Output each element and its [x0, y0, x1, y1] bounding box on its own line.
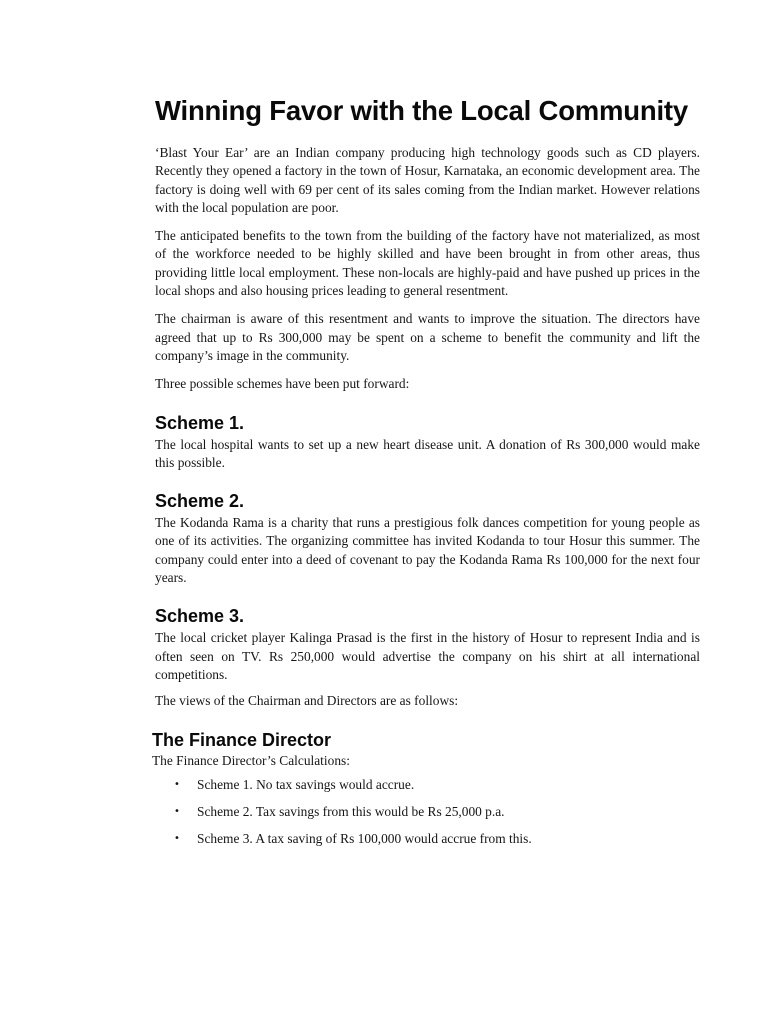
- calculations-intro: The Finance Director’s Calculations:: [152, 752, 350, 768]
- bullet-icon: •: [174, 806, 180, 818]
- scheme-description: The local cricket player Kalinga Prasad is the first in the history of Hosur to represent India and is often seen on TV. Rs 250,000 would advertise the company on his shirt at all international competitions.: [155, 630, 700, 682]
- scheme-heading: Scheme 1.: [155, 412, 245, 433]
- finance-director-heading: The Finance Director: [152, 729, 332, 750]
- list-item-text: Scheme 2. Tax savings from this would be Rs 25,000 p.a.: [197, 804, 505, 820]
- scheme-description: The local hospital wants to set up a new heart disease unit. A donation of Rs 300,000 would make this possible.: [155, 436, 700, 470]
- scheme-section-3: [155, 605, 700, 684]
- list-item: [155, 830, 700, 848]
- list-item: [155, 803, 700, 821]
- intro-paragraph-benefits: The anticipated benefits to the town from the building of the factory have not materialized, as most of the workforce needed to be highly skilled and have been brought in from other areas, thus providing little local employment. These non-locals are highly-paid and have pushed up prices in the local shops and also housing prices leading to general resentment.: [155, 228, 700, 299]
- scheme-section-1: [155, 412, 700, 473]
- scheme-description: The Kodanda Rama is a charity that runs a prestigious folk dances competition for young people as one of its activities. The organizing committee has invited Kodanda to tour Hosur this summer. The company could enter into a deed of covenant to pay the Kodanda Rama Rs 100,000 for the next four years.: [155, 515, 700, 586]
- scheme-heading: Scheme 2.: [155, 491, 245, 512]
- finance-director-section: [152, 729, 700, 849]
- bullet-icon: •: [174, 778, 180, 790]
- scheme-heading: Scheme 3.: [155, 606, 245, 627]
- bullet-icon: •: [174, 833, 180, 845]
- intro-paragraph-chairman: The chairman is aware of this resentment and wants to improve the situation. The directors have agreed that up to Rs 300,000 may be spent on a scheme to benefit the community and lift the company’s image in the community.: [155, 311, 700, 363]
- scheme-section-2: [155, 490, 700, 587]
- document-title: Winning Favor with the Local Community: [155, 95, 688, 126]
- intro-paragraph-company: ‘Blast Your Ear’ are an Indian company producing high technology goods such as CD players. Recently they opened a factory in the town of Hosur, Karnataka, an economic development area. The factory is doing well with 69 per cent of its sales coming from the Indian market. However relations with the local population are poor.: [155, 145, 700, 215]
- list-item-text: Scheme 1. No tax savings would accrue.: [197, 776, 415, 792]
- calculations-list: [155, 776, 700, 849]
- intro-paragraph-schemes: Three possible schemes have been put forward:: [155, 376, 410, 392]
- views-intro: The views of the Chairman and Directors are as follows:: [155, 693, 459, 709]
- document-content: [152, 92, 700, 858]
- list-item: [155, 776, 700, 794]
- list-item-text: Scheme 3. A tax saving of Rs 100,000 would accrue from this.: [197, 831, 532, 847]
